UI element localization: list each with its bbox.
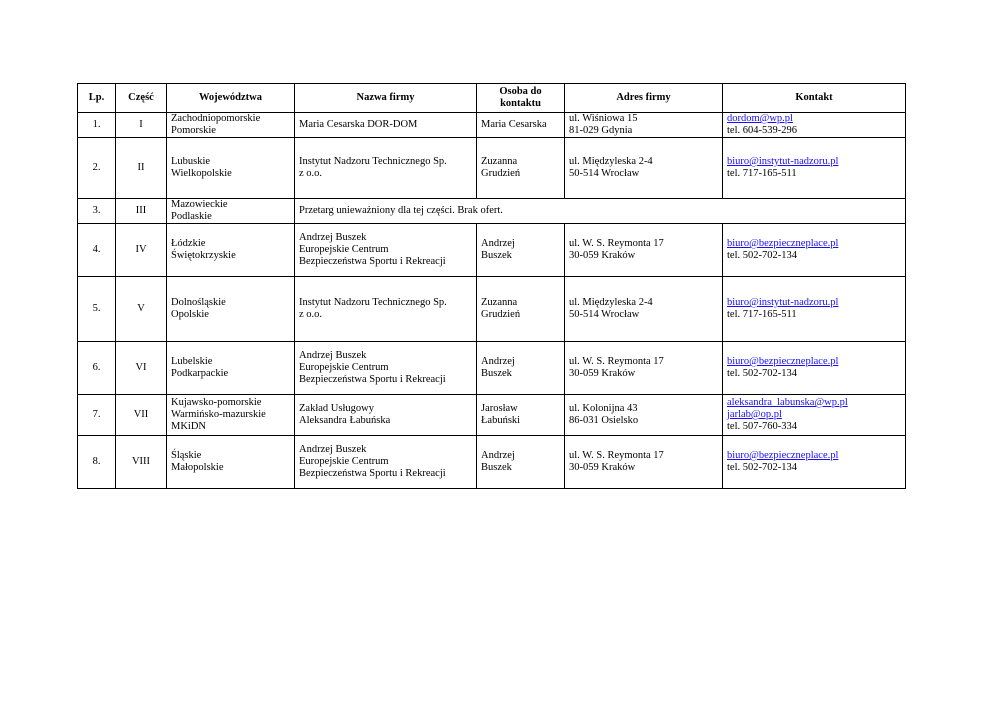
cell-osoba [477, 395, 565, 436]
cell-wojewodztwa [167, 199, 295, 224]
email-link[interactable]: biuro@bezpieczneplace.pl [727, 356, 839, 367]
company-name-line: Aleksandra Łabuńska [299, 415, 391, 426]
contact-person-line: Buszek [481, 250, 512, 261]
cell-wojewodztwa [167, 113, 295, 138]
cell-osoba [477, 113, 565, 138]
header-osoba-line2: kontaktu [500, 98, 541, 109]
header-wojewodztwa: Województwa [167, 84, 295, 113]
contact-person-line: Buszek [481, 462, 512, 473]
contact-person-line: Grudzień [481, 309, 521, 320]
voivodeship-name: Opolskie [171, 309, 209, 320]
voivodeship-name: Śląskie [171, 450, 202, 461]
cell-osoba [477, 277, 565, 342]
voivodeship-name: Kujawsko-pomorskie [171, 397, 262, 408]
contact-person-line: Buszek [481, 368, 512, 379]
cell-lp: 4. [78, 224, 116, 277]
address-line: ul. Kolonijna 43 [569, 403, 638, 414]
contractors-table [77, 83, 906, 489]
cell-kontakt [723, 277, 906, 342]
phone-number: tel. 502-702-134 [727, 368, 797, 379]
header-osoba-line1: Osoba do [499, 86, 542, 97]
cell-osoba [477, 138, 565, 199]
address-line: ul. W. S. Reymonta 17 [569, 238, 664, 249]
contact-person-line: Łabuński [481, 415, 521, 426]
contact-person-line: Zuzanna [481, 297, 518, 308]
cell-kontakt [723, 395, 906, 436]
address-line: 30-059 Kraków [569, 462, 636, 473]
cell-firma [295, 138, 477, 199]
address-line: 30-059 Kraków [569, 368, 636, 379]
cell-osoba [477, 224, 565, 277]
voivodeship-name: MKiDN [171, 421, 207, 432]
company-name-line: Andrzej Buszek [299, 232, 367, 243]
header-nazwa-firmy: Nazwa firmy [295, 84, 477, 113]
contact-person-line: Maria Cesarska [481, 119, 547, 130]
company-name-line: z o.o. [299, 168, 323, 179]
cell-czesc: IV [116, 224, 167, 277]
address-line: ul. W. S. Reymonta 17 [569, 450, 664, 461]
phone-number: tel. 717-165-511 [727, 309, 797, 320]
company-name-line: Zakład Usługowy [299, 403, 374, 414]
contact-person-line: Andrzej [481, 356, 515, 367]
company-name-line: Bezpieczeństwa Sportu i Rekreacji [299, 374, 446, 385]
cell-wojewodztwa [167, 224, 295, 277]
cell-kontakt [723, 436, 906, 489]
contact-person-line: Grudzień [481, 168, 521, 179]
cell-note: Przetarg unieważniony dla tej części. Brak ofert. [295, 199, 906, 224]
cell-wojewodztwa [167, 277, 295, 342]
cell-czesc: VIII [116, 436, 167, 489]
cell-kontakt [723, 113, 906, 138]
voivodeship-name: Lubuskie [171, 156, 211, 167]
header-czesc: Część [116, 84, 167, 113]
phone-number: tel. 502-702-134 [727, 462, 797, 473]
table-row [78, 395, 906, 436]
cell-czesc: I [116, 113, 167, 138]
email-link[interactable]: biuro@instytut-nadzoru.pl [727, 156, 839, 167]
voivodeship-name: Podkarpackie [171, 368, 229, 379]
address-line: ul. Międzyleska 2-4 [569, 156, 653, 167]
voivodeship-name: Małopolskie [171, 462, 224, 473]
phone-number: tel. 604-539-296 [727, 125, 797, 136]
company-name-line: Instytut Nadzoru Technicznego Sp. [299, 156, 447, 167]
company-name-line: Andrzej Buszek [299, 350, 367, 361]
cell-lp: 5. [78, 277, 116, 342]
cell-lp: 7. [78, 395, 116, 436]
cell-adres [565, 395, 723, 436]
cell-adres [565, 342, 723, 395]
table-row [78, 342, 906, 395]
address-line: 86-031 Osielsko [569, 415, 639, 426]
cell-adres [565, 138, 723, 199]
voivodeship-name: Pomorskie [171, 125, 216, 136]
cell-adres [565, 277, 723, 342]
company-name-line: Bezpieczeństwa Sportu i Rekreacji [299, 468, 446, 479]
phone-number: tel. 507-760-334 [727, 421, 797, 432]
cell-czesc: VII [116, 395, 167, 436]
voivodeship-name: Lubelskie [171, 356, 213, 367]
cell-czesc: II [116, 138, 167, 199]
company-name-line: Bezpieczeństwa Sportu i Rekreacji [299, 256, 446, 267]
cell-firma [295, 436, 477, 489]
cell-lp: 8. [78, 436, 116, 489]
voivodeship-name: Zachodniopomorskie [171, 113, 261, 124]
address-line: ul. Międzyleska 2-4 [569, 297, 653, 308]
email-link[interactable]: dordom@wp.pl [727, 113, 793, 124]
cell-lp: 3. [78, 199, 116, 224]
address-line: 50-514 Wrocław [569, 168, 640, 179]
company-name-line: Maria Cesarska DOR-DOM [299, 119, 418, 130]
company-name-line: z o.o. [299, 309, 323, 320]
cell-czesc: III [116, 199, 167, 224]
voivodeship-name: Dolnośląskie [171, 297, 226, 308]
email-link[interactable]: biuro@bezpieczneplace.pl [727, 450, 839, 461]
contact-person-line: Andrzej [481, 450, 515, 461]
cell-wojewodztwa [167, 138, 295, 199]
cell-lp: 6. [78, 342, 116, 395]
cell-firma [295, 277, 477, 342]
voivodeship-name: Mazowieckie [171, 199, 228, 210]
cell-czesc: VI [116, 342, 167, 395]
cell-adres [565, 113, 723, 138]
cell-wojewodztwa [167, 395, 295, 436]
contact-person-line: Andrzej [481, 238, 515, 249]
company-name-line: Europejskie Centrum [299, 244, 389, 255]
email-link[interactable]: biuro@bezpieczneplace.pl [727, 238, 839, 249]
header-lp: Lp. [78, 84, 116, 113]
header-kontakt: Kontakt [723, 84, 906, 113]
header-osoba [477, 84, 565, 113]
cell-wojewodztwa [167, 436, 295, 489]
table-row [78, 199, 906, 224]
company-name-line: Andrzej Buszek [299, 444, 367, 455]
cell-kontakt [723, 224, 906, 277]
cell-lp: 2. [78, 138, 116, 199]
voivodeship-name: Świętokrzyskie [171, 250, 236, 261]
cell-osoba [477, 342, 565, 395]
contact-person-line: Zuzanna [481, 156, 518, 167]
cell-firma [295, 342, 477, 395]
table-row [78, 138, 906, 199]
table-row [78, 436, 906, 489]
voivodeship-name: Łódzkie [171, 238, 206, 249]
voivodeship-name: Wielkopolskie [171, 168, 232, 179]
phone-number: tel. 717-165-511 [727, 168, 797, 179]
cell-firma [295, 224, 477, 277]
cell-kontakt [723, 342, 906, 395]
voivodeship-name: Warmińsko-mazurskie [171, 409, 266, 420]
cell-firma [295, 113, 477, 138]
address-line: ul. W. S. Reymonta 17 [569, 356, 664, 367]
table-header-row [78, 84, 906, 113]
address-line: 81-029 Gdynia [569, 125, 633, 136]
table-row [78, 224, 906, 277]
cell-osoba [477, 436, 565, 489]
company-name-line: Instytut Nadzoru Technicznego Sp. [299, 297, 447, 308]
company-name-line: Europejskie Centrum [299, 456, 389, 467]
address-line: 30-059 Kraków [569, 250, 636, 261]
company-name-line: Europejskie Centrum [299, 362, 389, 373]
table-row [78, 277, 906, 342]
address-line: ul. Wiśniowa 15 [569, 113, 638, 124]
voivodeship-name: Podlaskie [171, 211, 212, 222]
email-link[interactable]: jarlab@op.pl [727, 409, 782, 420]
cell-wojewodztwa [167, 342, 295, 395]
address-line: 50-514 Wrocław [569, 309, 640, 320]
contact-person-line: Jarosław [481, 403, 518, 414]
cell-adres [565, 436, 723, 489]
cell-czesc: V [116, 277, 167, 342]
cell-kontakt [723, 138, 906, 199]
email-link[interactable]: aleksandra_labunska@wp.pl [727, 397, 848, 408]
cell-firma [295, 395, 477, 436]
table-row [78, 113, 906, 138]
cell-lp: 1. [78, 113, 116, 138]
email-link[interactable]: biuro@instytut-nadzoru.pl [727, 297, 839, 308]
header-adres: Adres firmy [565, 84, 723, 113]
phone-number: tel. 502-702-134 [727, 250, 797, 261]
cell-adres [565, 224, 723, 277]
